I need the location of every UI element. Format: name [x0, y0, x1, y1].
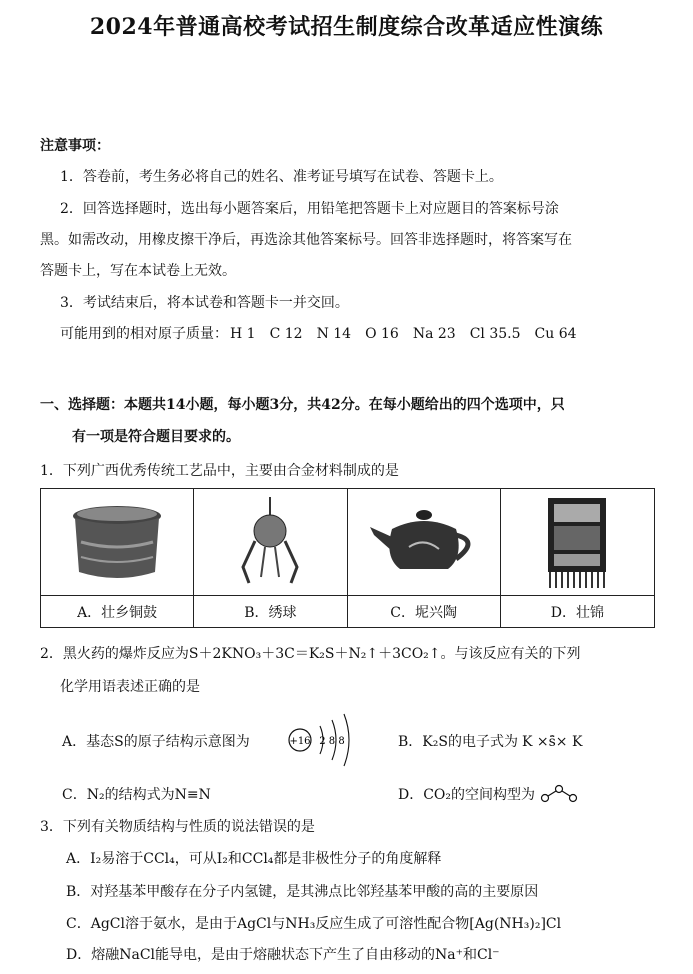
- q1-image-d: [501, 489, 654, 595]
- q1-caption-c: C．坭兴陶: [348, 595, 501, 627]
- notice-item-2-cont2: 答题卡上，写在本试卷上无效。: [40, 263, 236, 279]
- nucleus-label: +16: [289, 736, 311, 747]
- mass-c: C 12: [269, 326, 303, 342]
- mass-n: N 14: [316, 326, 352, 342]
- q2-option-b: [398, 731, 582, 751]
- q1-stem: 1．下列广西优秀传统工艺品中，主要由合金材料制成的是: [40, 463, 399, 479]
- notice-item-2: 2．回答选择题时，选出每小题答案后，用铅笔把答题卡上对应题目的答案标号涂: [60, 201, 559, 217]
- co2-bent-shape-icon: [539, 784, 579, 806]
- q3-option-d: D．熔融NaCl能导电，是由于熔融状态下产生了自由移动的Na⁺和Cl⁻: [66, 947, 500, 963]
- k2s-electron-formula: K ×ṡ̈× K: [521, 734, 583, 750]
- q1-option-table: [40, 488, 655, 628]
- mass-cu: Cu 64: [534, 326, 577, 342]
- q2-option-d-label: D．CO₂的空间构型为: [398, 787, 536, 803]
- section-1-heading-cont: 有一项是符合题目要求的。: [72, 429, 240, 445]
- q3-option-a: A．I₂易溶于CCl₄，可从I₂和CCl₄都是非极性分子的角度解释: [66, 851, 442, 867]
- mass-o: O 16: [365, 326, 399, 342]
- q3-option-c: C．AgCl溶于氨水，是由于AgCl与NH₃反应生成了可溶性配合物[Ag(NH₃)₂]Cl: [66, 916, 562, 932]
- zhuang-brocade-icon: [542, 494, 612, 590]
- notice-item-1: 1．答卷前，考生务必将自己的姓名、准考证号填写在试卷、答题卡上。: [60, 169, 503, 185]
- q2-option-c: C．N₂的结构式为N≡N: [62, 787, 211, 803]
- mass-na: Na 23: [412, 326, 456, 342]
- q3-option-b: B．对羟基苯甲酸存在分子内氢键，是其沸点比邻羟基苯甲酸的高的主要原因: [66, 884, 539, 900]
- sulfur-atom-diagram: [286, 712, 366, 768]
- q2-stem-cont: 化学用语表述正确的是: [60, 679, 200, 695]
- bronze-drum-icon: [69, 502, 165, 582]
- q1-caption-b: B．绣球: [194, 595, 347, 627]
- q1-image-c: [348, 489, 501, 595]
- q2-option-a: A．基态S的原子结构示意图为: [62, 734, 250, 750]
- q1-caption-d: D．壮锦: [501, 595, 654, 627]
- section-1-heading: 一、选择题：本题共14小题，每小题3分，共42分。在每小题给出的四个选项中，只: [40, 397, 565, 413]
- q2-option-d: [398, 784, 579, 806]
- q3-stem: 3．下列有关物质结构与性质的说法错误的是: [40, 819, 315, 835]
- teapot-icon: [364, 507, 484, 577]
- mass-cl: Cl 35.5: [469, 326, 521, 342]
- mass-h: H 1: [230, 326, 256, 342]
- notice-heading: 注意事项：: [40, 138, 110, 154]
- q2-option-b-label: B．K₂S的电子式为: [398, 734, 518, 750]
- notice-item-3: 3．考试结束后，将本试卷和答题卡一并交回。: [60, 295, 349, 311]
- embroidered-ball-icon: [235, 497, 305, 587]
- q1-image-a: [41, 489, 194, 595]
- q2-stem: 2．黑火药的爆炸反应为S＋2KNO₃＋3C＝K₂S＋N₂↑＋3CO₂↑。与该反应有关的下列: [40, 646, 581, 662]
- q1-image-b: [194, 489, 347, 595]
- q1-caption-a: A．壮乡铜鼓: [41, 595, 194, 627]
- notice-item-2-cont: 黑。如需改动，用橡皮擦干净后，再选涂其他答案标号。回答非选择题时，将答案写在: [40, 232, 572, 248]
- page-title: 2024年普通高校考试招生制度综合改革适应性演练: [89, 14, 604, 40]
- atomic-mass-label: 可能用到的相对原子质量：: [60, 326, 228, 342]
- shell-electrons-label: 2 8 8: [319, 736, 345, 747]
- atomic-mass-row: [60, 325, 591, 343]
